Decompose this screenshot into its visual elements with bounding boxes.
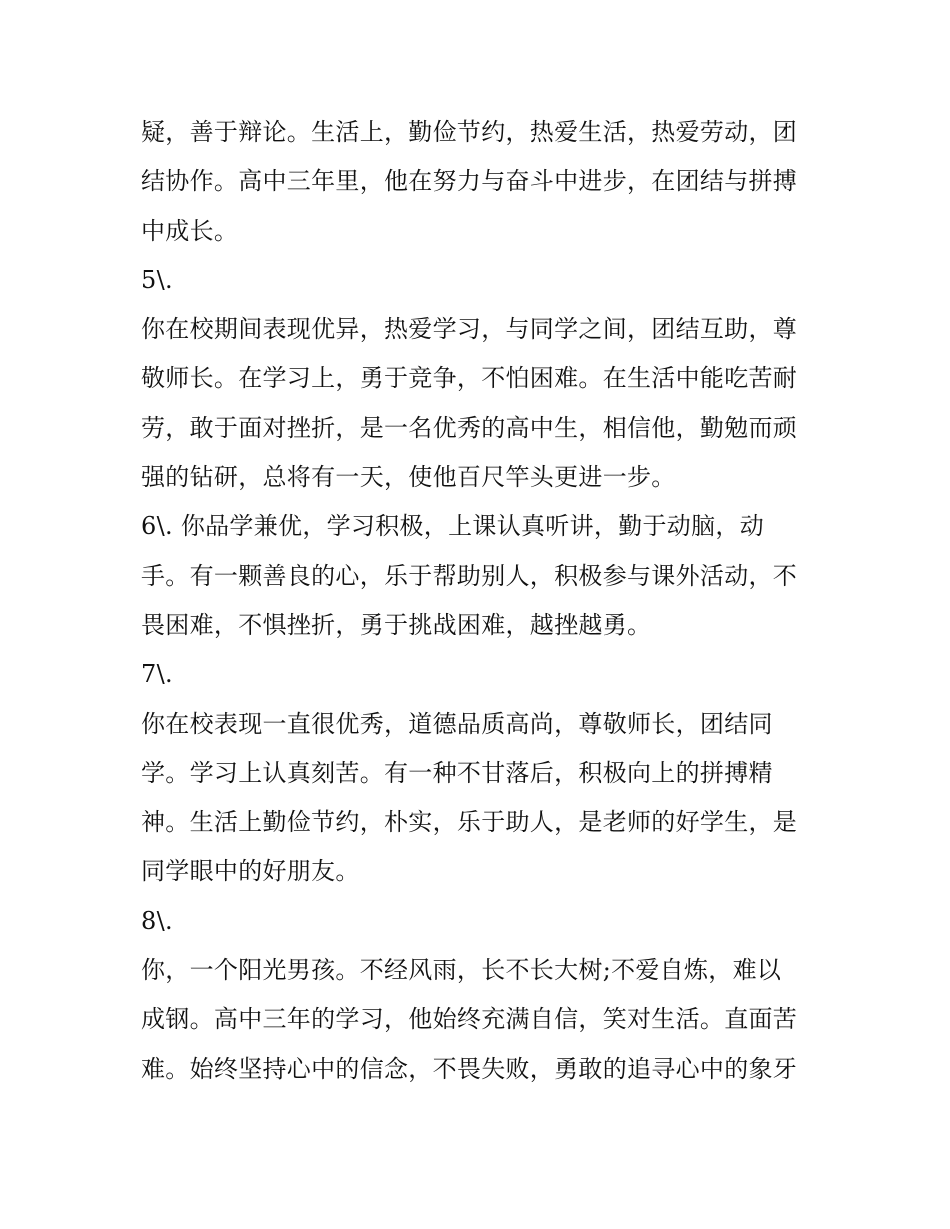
text-line: 学。学习上认真刻苦。有一种不甘落后，积极向上的拼搏精 [141, 758, 773, 787]
text-line: 结协作。高中三年里，他在努力与奋斗中进步，在团结与拼搏 [141, 167, 798, 196]
text-line: 畏困难，不惧挫折，勇于挑战困难，越挫越勇。 [141, 610, 652, 639]
text-line: 你在校表现一直很优秀，道德品质高尚，尊敬师长，团结同 [141, 709, 773, 738]
text-line: 疑，善于辩论。生活上，勤俭节约，热爱生活，热爱劳动，团 [141, 118, 798, 146]
text-line: 劳，敢于面对挫折，是一名优秀的高中生，相信他，勤勉而顽 [141, 413, 798, 442]
item-number: 7\. [141, 660, 173, 689]
text-line: 6\. 你品学兼优，学习积极，上课认真听讲，勤于动脑，动 [141, 512, 765, 541]
item-number: 8\. [141, 906, 173, 935]
text-line: 强的钻研，总将有一天，使他百尺竿头更进一步。 [141, 463, 676, 492]
text-line: 你，一个阳光男孩。不经风雨，长不长大树;不爱自炼，难以 [141, 956, 782, 985]
text-line: 同学眼中的好朋友。 [141, 857, 360, 886]
text-line: 成钢。高中三年的学习，他始终充满自信，笑对生活。直面苦 [141, 1005, 798, 1034]
text-line: 你在校期间表现优异，热爱学习，与同学之间，团结互助，尊 [141, 315, 798, 344]
text-line: 敬师长。在学习上，勇于竞争，不怕困难。在生活中能吃苦耐 [141, 364, 798, 393]
text-line: 神。生活上勤俭节约，朴实，乐于助人，是老师的好学生，是 [141, 808, 798, 837]
text-line: 手。有一颗善良的心，乐于帮助别人，积极参与课外活动，不 [141, 561, 798, 590]
text-line: 难。始终坚持心中的信念，不畏失败，勇敢的追寻心中的象牙 [141, 1054, 798, 1083]
document-body [141, 108, 821, 1094]
item-number: 5\. [141, 265, 173, 294]
text-line: 中成长。 [141, 216, 239, 245]
